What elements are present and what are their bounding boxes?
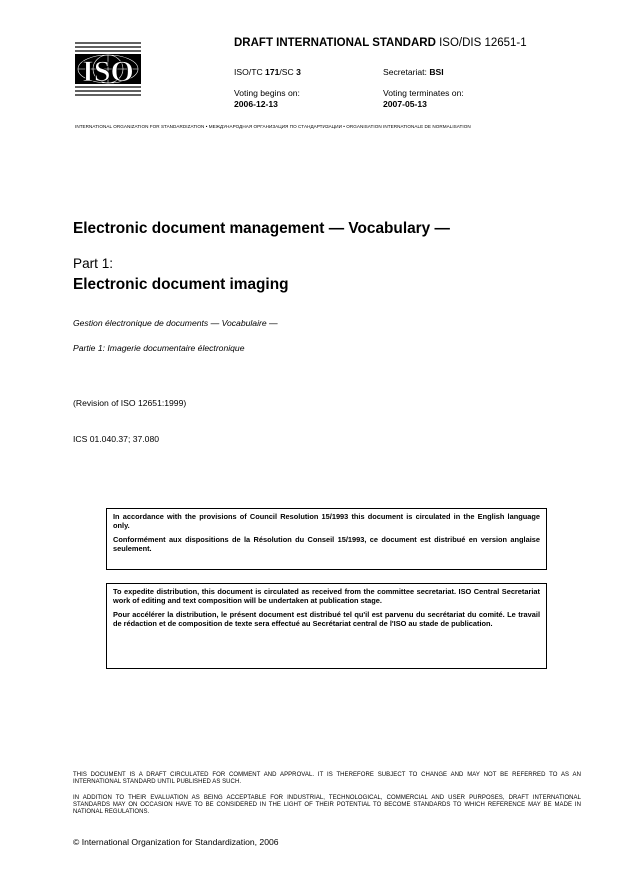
- secretariat: Secretariat: BSI: [383, 67, 444, 77]
- organization-names-line: INTERNATIONAL ORGANIZATION FOR STANDARDIZATION • МЕЖДУНАРОДНАЯ ОРГАНИЗАЦИЯ ПО СТАНДАРТИЗАЦИИ • ORGANISATION INTERNATIONALE DE NORMALISATION: [75, 124, 471, 129]
- part-label: Part 1:: [73, 256, 114, 271]
- language-notice-box: [106, 508, 547, 570]
- notice-text-fr: Conformément aux dispositions de la Résolution du Conseil 15/1993, ce document est distribué en version anglaise seulement.: [113, 535, 540, 553]
- document-title: Electronic document management — Vocabulary —: [73, 220, 450, 237]
- notice-text-en: In accordance with the provisions of Council Resolution 15/1993 this document is circulated in the English language only.: [113, 512, 540, 530]
- voting-ends-date: 2007-05-13: [383, 99, 427, 109]
- voting-begins-label: Voting begins on:: [234, 88, 300, 98]
- committee-reference: ISO/TC 171/SC 3: [234, 67, 301, 77]
- ics-codes: ICS 01.040.37; 37.080: [73, 434, 160, 444]
- voting-ends-label: Voting terminates on:: [383, 88, 464, 98]
- notice-text-en: To expedite distribution, this document is circulated as received from the committee secretariat. ISO Central Secretariat work of editing and text composition will be undertaken at publication stage.: [113, 587, 540, 605]
- document-header-title: [234, 37, 527, 49]
- french-part-title: Partie 1: Imagerie documentaire électronique: [73, 343, 245, 353]
- iso-logo-graphic: [75, 41, 141, 97]
- draft-disclaimer: THIS DOCUMENT IS A DRAFT CIRCULATED FOR COMMENT AND APPROVAL. IT IS THEREFORE SUBJECT TO CHANGE AND MAY NOT BE REFERRED TO AS AN INTERNATIONAL STANDARD UNTIL PUBLISHED AS SUCH.: [73, 772, 581, 785]
- copyright-notice: © International Organization for Standardization, 2006: [73, 837, 279, 847]
- document-number: ISO/DIS 12651-1: [439, 37, 527, 49]
- iso-logo-text: ISO: [82, 55, 134, 88]
- document-type: DRAFT INTERNATIONAL STANDARD: [234, 37, 436, 49]
- french-title: Gestion électronique de documents — Vocabulaire —: [73, 318, 278, 328]
- distribution-notice-box: [106, 583, 547, 669]
- part-title: Electronic document imaging: [73, 276, 289, 293]
- revision-note: (Revision of ISO 12651:1999): [73, 398, 187, 408]
- iso-logo: [75, 41, 141, 97]
- voting-begins-date: 2006-12-13: [234, 99, 278, 109]
- regulation-disclaimer: IN ADDITION TO THEIR EVALUATION AS BEING ACCEPTABLE FOR INDUSTRIAL, TECHNOLOGICAL, COMMERCIAL AND USER PURPOSES, DRAFT INTERNATIONAL STANDARDS MAY ON OCCASION HAVE TO BE CONSIDERED IN THE LIGHT OF THEIR POTENTIAL TO BECOME STANDARDS TO WHICH REFERENCE MAY BE MADE IN NATIONAL REGULATIONS.: [73, 795, 581, 815]
- notice-text-fr: Pour accélérer la distribution, le présent document est distribué tel qu'il est parvenu du secrétariat du comité. Le travail de rédaction et de composition de texte sera effectué au Secrétariat central de l'ISO au stade de publication.: [113, 610, 540, 628]
